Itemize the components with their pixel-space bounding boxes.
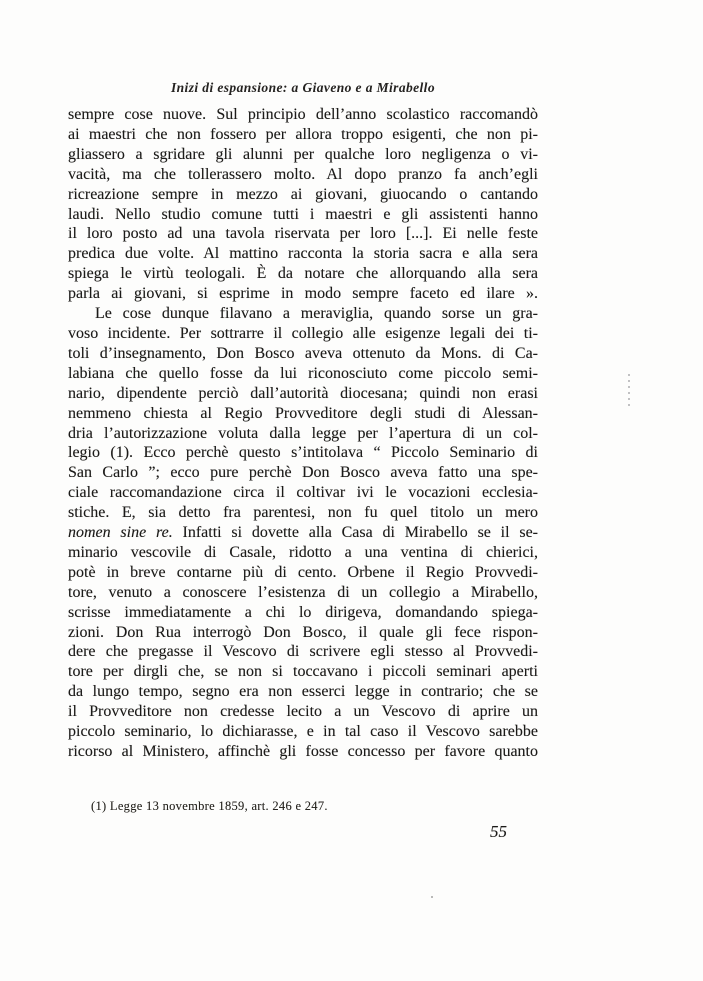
text-line: vacità, ma che tollerassero molto. Al dopo pranzo fa anch’egli: [68, 165, 538, 183]
text-line: laudi. Nello studio comune tutti i maestri e gli assistenti hanno: [68, 205, 538, 223]
text-line: tore per dirgli che, se non si toccavano i piccoli seminari aperti: [68, 663, 538, 681]
text-body: [68, 105, 538, 762]
text-line: ai maestri che non fossero per allora troppo esigenti, che non pi-: [68, 125, 538, 143]
text-line: ricreazione sempre in mezzo ai giovani, giuocando o cantando: [68, 185, 538, 203]
page-number: 55: [490, 822, 507, 841]
footnote: (1) Legge 13 novembre 1859, art. 246 e 247.: [91, 799, 328, 813]
text-line: dria l’autorizzazione voluta dalla legge per l’apertura di un col-: [68, 424, 538, 442]
text-line: nemmeno chiesta al Regio Provveditore degli studi di Alessan-: [68, 404, 538, 422]
text-line: spiega le virtù teologali. È da notare che allorquando alla sera: [68, 265, 538, 283]
text-line: scrisse immediatamente a chi lo dirigeva, domandando spiega-: [68, 603, 538, 621]
text-line: voso incidente. Per sottrarre il collegio alle esigenze legali dei ti-: [68, 324, 538, 342]
text-line: piccolo seminario, lo dichiarasse, e in tal caso il Vescovo sarebbe: [68, 723, 538, 741]
text-line: ricorso al Ministero, affinchè gli fosse concesso per favore quanto: [68, 743, 538, 760]
text-line: labiana che quello fosse da lui riconosciuto come piccolo semi-: [68, 364, 538, 382]
text-line: zioni. Don Rua interrogò Don Bosco, il quale gli fece rispon-: [68, 623, 538, 641]
text-line: parla ai giovani, si esprime in modo sempre faceto ed ilare ».: [68, 285, 538, 303]
text-line: San Carlo ”; ecco pure perchè Don Bosco aveva fatto una spe-: [68, 464, 538, 482]
running-header: Inizi di espansione: a Giaveno e a Mirabello: [171, 80, 435, 95]
text-line: predica due volte. Al mattino racconta la storia sacra e alla sera: [68, 245, 538, 263]
text-line: legio (1). Ecco perchè questo s’intitolava “ Piccolo Seminario di: [68, 444, 538, 462]
text-line: toli d’insegnamento, Don Bosco aveva ottenuto da Mons. di Ca-: [68, 344, 538, 362]
text-line: nomen sine re. Infatti si dovette alla Casa di Mirabello se il se-: [68, 524, 539, 542]
text-line: nario, dipendente perciò dall’autorità diocesana; quindi non erasi: [68, 384, 538, 402]
scan-artifact-speck: [431, 896, 433, 898]
text-line: da lungo tempo, segno era non esserci legge in contrario; che se: [68, 683, 538, 701]
text-line: minario vescovile di Casale, ridotto a una ventina di chierici,: [68, 543, 538, 561]
text-line: tore, venuto a conoscere l’esistenza di un collegio a Mirabello,: [68, 583, 538, 601]
text-line: potè in breve contarne più di cento. Orbene il Regio Provvedi-: [68, 563, 538, 581]
text-line: il Provveditore non credesse lecito a un Vescovo di aprire un: [68, 703, 538, 721]
text-line: il loro posto ad una tavola riservata per loro [...]. Ei nelle feste: [68, 225, 538, 243]
text-line: gliassero a sgridare gli alunni per qualche loro negligenza o vi-: [68, 145, 538, 163]
text-line: sempre cose nuove. Sul principio dell’anno scolastico raccomandò: [68, 106, 538, 123]
text-line: dere che pregasse il Vescovo di scrivere egli stesso al Provvedi-: [68, 643, 538, 661]
scan-artifact-dotted-line: [628, 374, 630, 410]
text-line: stiche. E, sia detto fra parentesi, non fu quel titolo un mero: [68, 504, 538, 522]
text-line: Le cose dunque filavano a meraviglia, quando sorse un gra-: [95, 305, 538, 323]
text-line: ciale raccomandazione circa il coltivar ivi le vocazioni ecclesia-: [68, 484, 538, 502]
